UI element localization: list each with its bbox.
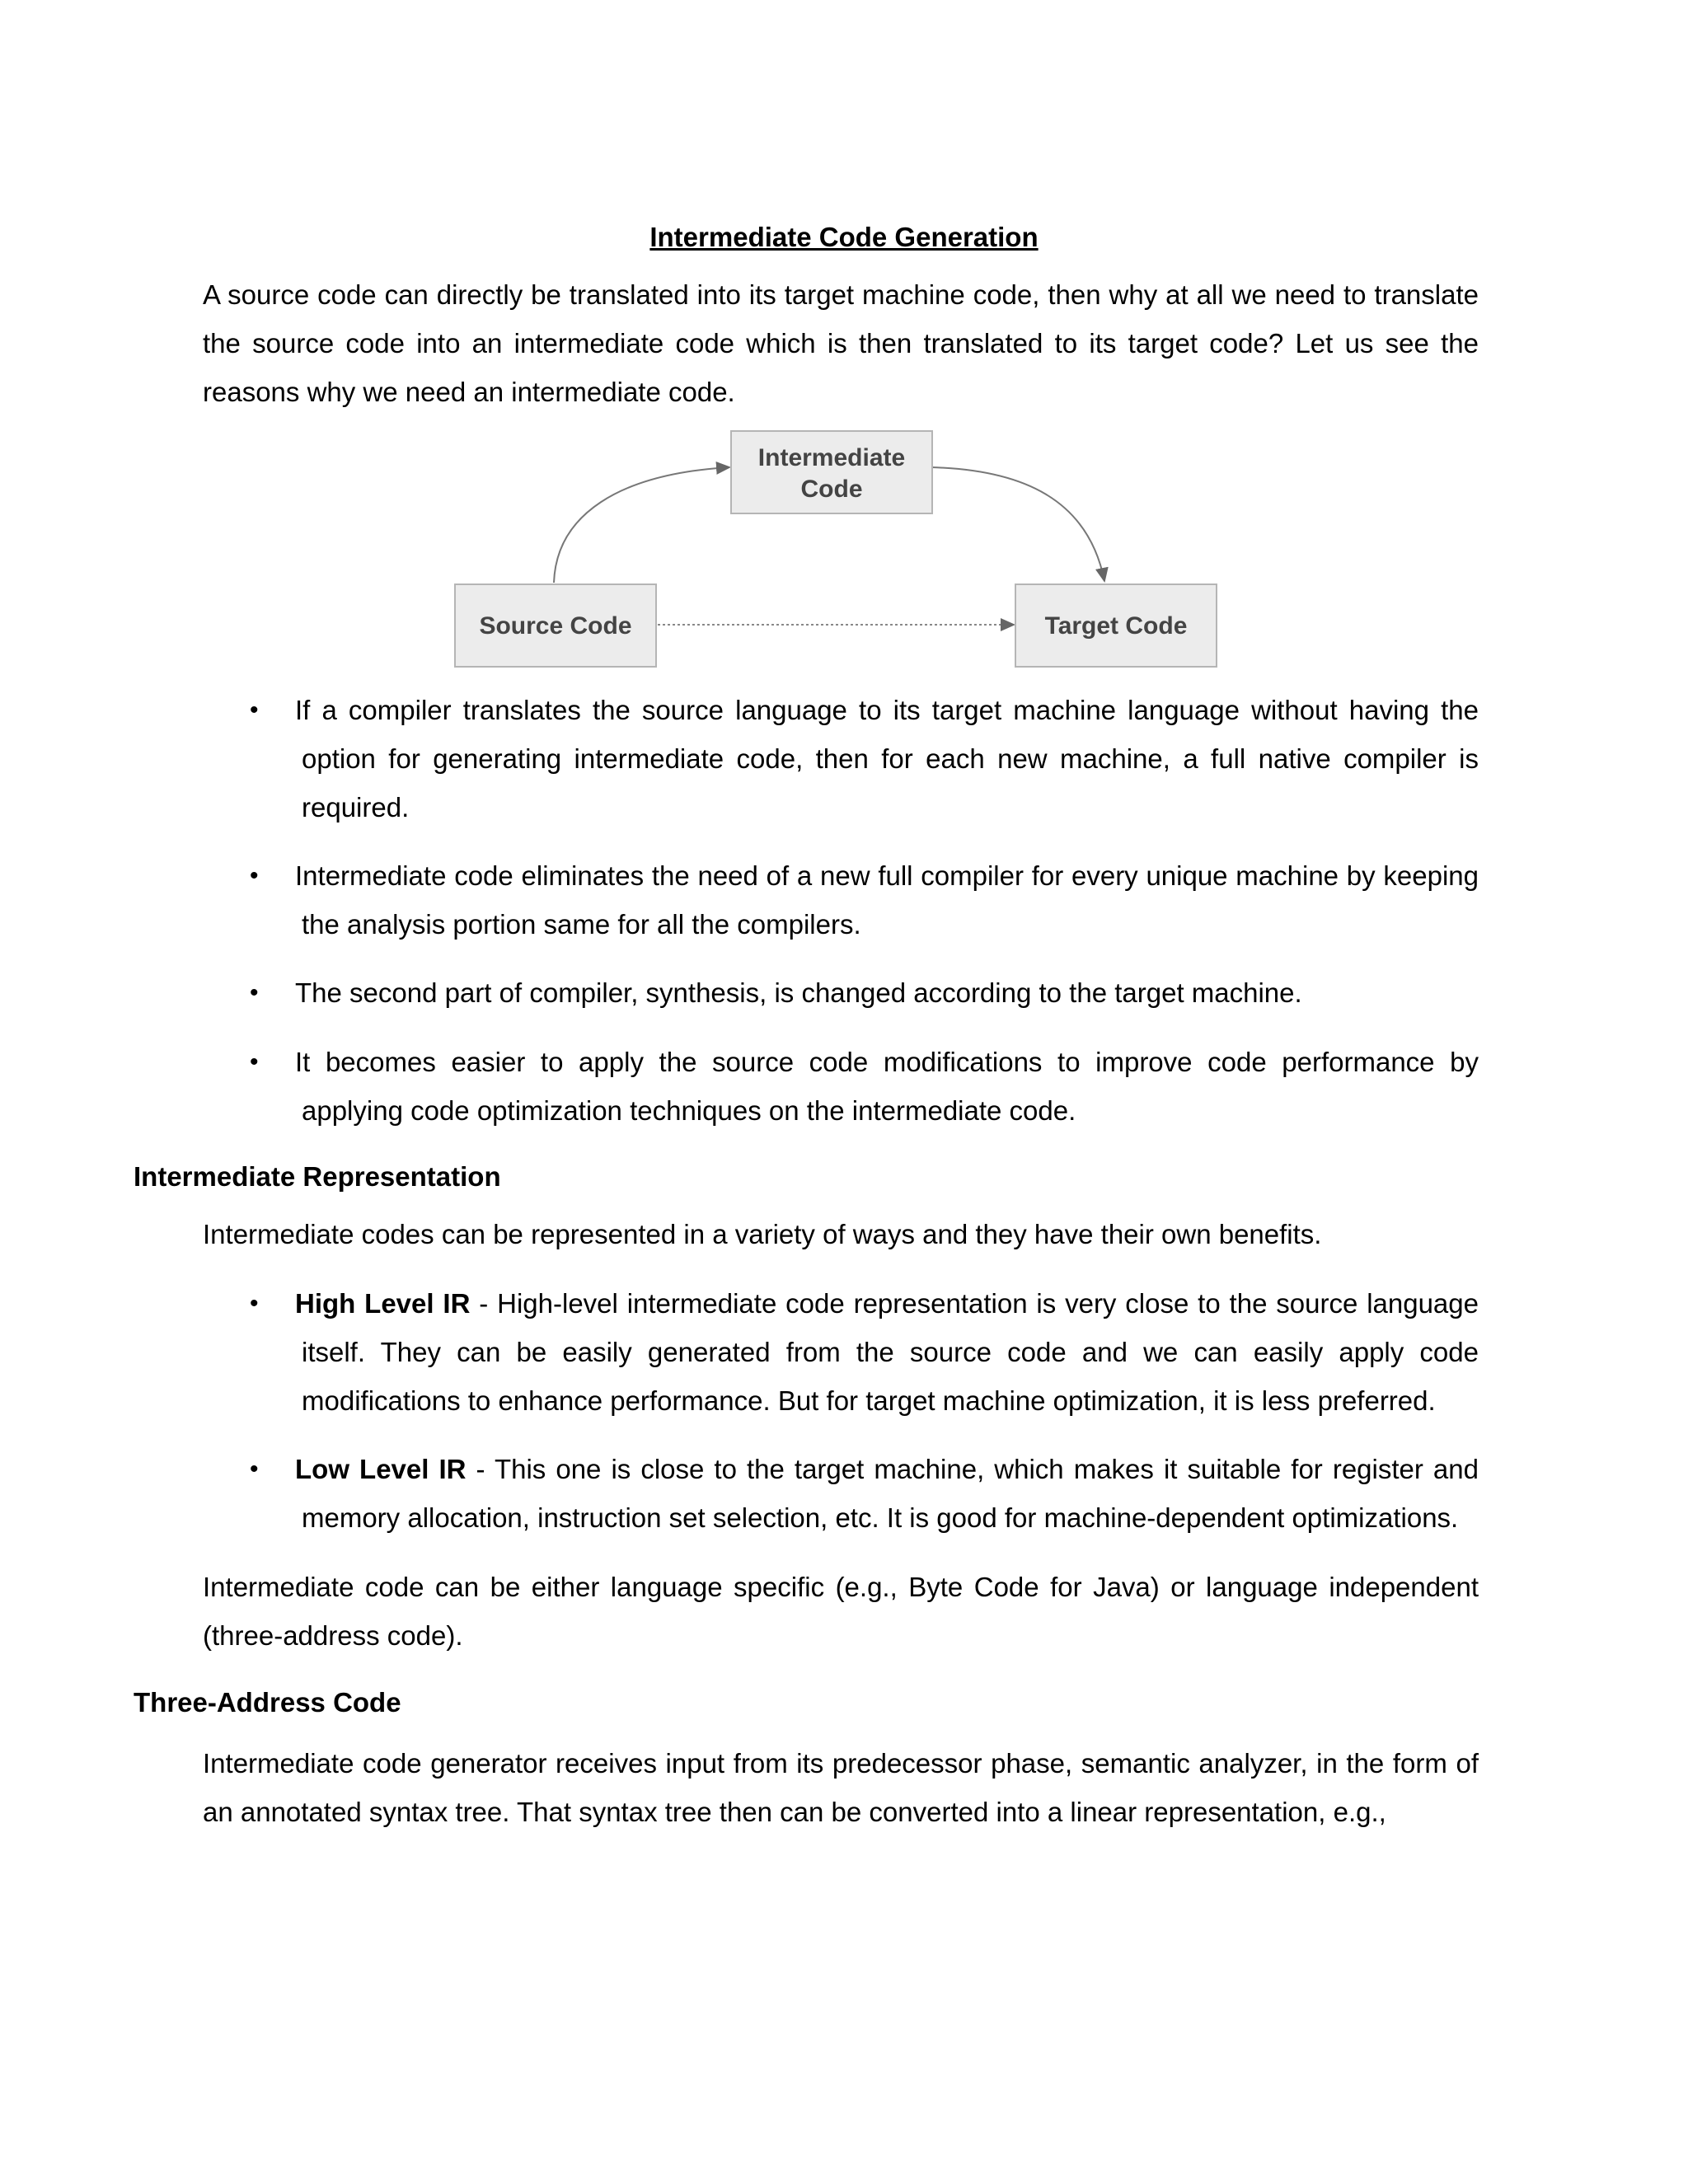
arrow-intermediate-to-target [931, 467, 1104, 581]
reason-text: If a compiler translates the source language to its target machine language without having the option for generating intermediate code, then for each new machine, a full native compiler is required. [295, 695, 1479, 823]
page-title: Intermediate Code Generation [649, 222, 1039, 252]
target-code-box [1015, 584, 1217, 667]
intermediate-code-diagram [445, 424, 1236, 680]
reason-item [295, 1038, 1479, 1135]
reason-text: Intermediate code eliminates the need of a new full compiler for every unique machine by keeping the analysis portion same for all the compilers. [295, 860, 1479, 940]
ir-term: High Level IR [295, 1288, 471, 1319]
section-heading-ir: Intermediate Representation [134, 1161, 501, 1192]
arrow-source-to-intermediate [554, 467, 729, 583]
ir-item-high-level [295, 1279, 1479, 1425]
ir-term: Low Level IR [295, 1454, 467, 1484]
bullet-glyph: • [250, 862, 259, 889]
reason-text: The second part of compiler, synthesis, is changed according to the target machine. [295, 977, 1302, 1008]
bullet-glyph: • [250, 1048, 259, 1076]
reason-text: It becomes easier to apply the source code modifications to improve code performance by applying code optimization techniques on the intermediate code. [295, 1047, 1479, 1126]
tac-paragraph: Intermediate code generator receives input from its predecessor phase, semantic analyzer, in the form of an annotated syntax tree. That syntax tree then can be converted into a linear representation, e.g., [203, 1748, 1479, 1827]
intermediate-code-box [731, 431, 932, 513]
ir-item-low-level [295, 1445, 1479, 1542]
reason-item [295, 968, 1479, 1017]
intermediate-code-label-line1: Intermediate [757, 444, 906, 471]
ir-outro-paragraph: Intermediate code can be either language specific (e.g., Byte Code for Java) or language independent (three-address code). [203, 1572, 1479, 1651]
ir-intro-paragraph: Intermediate codes can be represented in a variety of ways and they have their own benefits. [203, 1219, 1322, 1249]
bullet-glyph: • [250, 1455, 259, 1483]
reason-item [295, 851, 1479, 949]
bullet-glyph: • [250, 979, 259, 1006]
bullet-glyph: • [250, 1290, 259, 1317]
bullet-glyph: • [250, 696, 259, 724]
intro-paragraph: A source code can directly be translated into its target machine code, then why at all we need to translate the source code into an intermediate code which is then translated to its target code? Let us see the reasons why we need an intermediate code. [203, 279, 1479, 407]
ir-description: - High-level intermediate code representation is very close to the source language itself. They can be easily generated from the source code and we can easily apply code modifications to enhance performance. But for target machine optimization, it is less preferred. [302, 1288, 1479, 1416]
reason-item [295, 686, 1479, 832]
target-code-label: Target Code [1044, 612, 1188, 640]
section-heading-tac: Three-Address Code [134, 1687, 401, 1718]
ir-description: - This one is close to the target machine, which makes it suitable for register and memory allocation, instruction set selection, etc. It is good for machine-dependent optimizations. [302, 1454, 1479, 1533]
source-code-box [455, 584, 656, 667]
intermediate-code-label-line2: Code [800, 476, 863, 503]
source-code-label: Source Code [479, 612, 632, 640]
